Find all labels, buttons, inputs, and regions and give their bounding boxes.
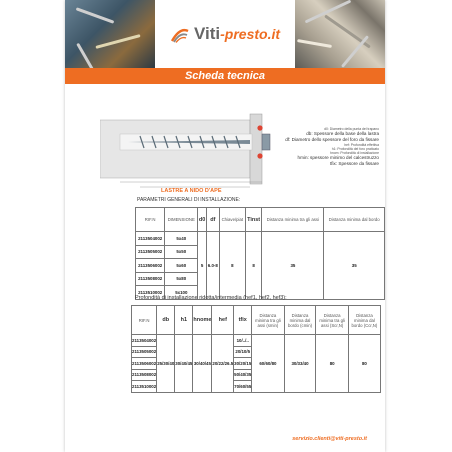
- table-header: RIF.N: [132, 306, 157, 335]
- table-header: tfix: [234, 306, 252, 335]
- row-tfix: 50/40/35: [234, 369, 252, 381]
- merged-d0: 5: [198, 232, 207, 300]
- merged-db: 25/30/40: [157, 335, 175, 393]
- table-header: hef: [212, 306, 234, 335]
- row-dimension: 5x40: [165, 232, 198, 246]
- merged-key: 8: [219, 232, 245, 300]
- merged-cmin: 30/33/40: [284, 335, 316, 393]
- table-header: Distanza minima dal bordo (cmin): [284, 306, 316, 335]
- params-label: PARAMETRI GENERALI DI INSTALLAZIONE:: [137, 197, 241, 203]
- brand-logo: [155, 0, 295, 68]
- row-tfix: 70/60/55: [234, 381, 252, 393]
- legend-line: hnom: Profondità di installazione: [329, 151, 379, 156]
- screw-anchor-diagram: [100, 112, 280, 192]
- screws-photo: [295, 0, 385, 68]
- lastre-label: LASTRE A NIDO D'APE: [161, 188, 222, 194]
- legend-line: d0: Diametro della punta del trapano: [324, 127, 379, 131]
- row-code: 2113505002: [132, 346, 157, 358]
- legend-line: hmin: spessore minimo del calcestruzzo: [297, 155, 379, 161]
- table-header: Distanza minima tra gli assi (smin): [252, 306, 284, 335]
- table-header: h1: [175, 306, 193, 335]
- parameter-legend: [277, 127, 379, 167]
- legend-line: db: Spessore della base della lastra: [306, 131, 379, 137]
- row-code: 2113506002: [132, 358, 157, 370]
- table-header: Distanza minima dal bordo: [324, 208, 385, 232]
- row-code: 2113504002: [132, 335, 157, 347]
- row-code: 2113510002: [132, 381, 157, 393]
- merged-hnome: 30/40/45: [193, 335, 212, 393]
- row-code: 2113504002: [136, 232, 165, 246]
- table-header: RIF.N: [136, 208, 165, 232]
- row-code: 2113510002: [136, 286, 165, 300]
- table-header: df: [206, 208, 219, 232]
- row-tfix: 30/20/15: [234, 358, 252, 370]
- table-row: [132, 335, 381, 347]
- legend-line: hef: Profondità effettiva: [344, 142, 379, 147]
- row-dimension: 5x100: [165, 286, 198, 300]
- reduced-depth-label: Profondità di installazione ridotta/intermedia (hef1, hef2, hef3):: [135, 295, 287, 301]
- installation-params-table: [135, 207, 385, 300]
- header-banner: [65, 0, 385, 68]
- row-code: 2113508002: [132, 369, 157, 381]
- table-header: db: [157, 306, 175, 335]
- row-code: 2113508002: [136, 272, 165, 286]
- merged-smin: 60/60/80: [252, 335, 284, 393]
- row-tfix: 10/../..: [234, 335, 252, 347]
- row-code: 2113506002: [136, 259, 165, 273]
- legend-line: h1: Profondità del foro praticato: [331, 146, 379, 151]
- merged-hef: 20/22/26.5: [212, 335, 234, 393]
- merged-df: 6.0-8: [206, 232, 219, 300]
- table-header: Tinst: [245, 208, 261, 232]
- datasheet-page: [65, 0, 385, 452]
- row-dimension: 5x60: [165, 259, 198, 273]
- row-dimension: 5x80: [165, 272, 198, 286]
- page-title: Scheda tecnica: [65, 68, 385, 84]
- tools-photo: [65, 0, 155, 68]
- merged-h1: 30/40/45: [175, 335, 193, 393]
- table-row: [136, 232, 385, 246]
- row-dimension: 5x50: [165, 245, 198, 259]
- logo-arcs-icon: [170, 25, 190, 43]
- legend-line: tfix: Spessore da fissare: [329, 161, 379, 167]
- legend-line: df: Diametro dello spessore del foro da fissare: [285, 136, 379, 142]
- merged-ccr: 80: [348, 335, 380, 393]
- table-header: Distanza minima tra gli assi (Scr,N): [316, 306, 348, 335]
- row-code: 2113505002: [136, 245, 165, 259]
- table-header: d0: [198, 208, 207, 232]
- table-header: Distanza minima dal bordo (Ccr,N): [348, 306, 380, 335]
- footer-email: servizio.clienti@viti-presto.it: [292, 436, 367, 442]
- merged-scr: 80: [316, 335, 348, 393]
- table-header: hnome: [193, 306, 212, 335]
- brand-name: Viti: [193, 24, 221, 43]
- row-tfix: 20/10/5: [234, 346, 252, 358]
- merged-edge: 35: [324, 232, 385, 300]
- merged-axes: 35: [262, 232, 324, 300]
- table-header: Distanza minima tra gli assi: [262, 208, 324, 232]
- merged-tinst: 8: [245, 232, 261, 300]
- table-header: DIMENSIONE: [165, 208, 198, 232]
- reduced-depth-table: [131, 305, 381, 393]
- table-header: Chiave/piat: [219, 208, 245, 232]
- brand-domain: -presto.it: [220, 26, 281, 42]
